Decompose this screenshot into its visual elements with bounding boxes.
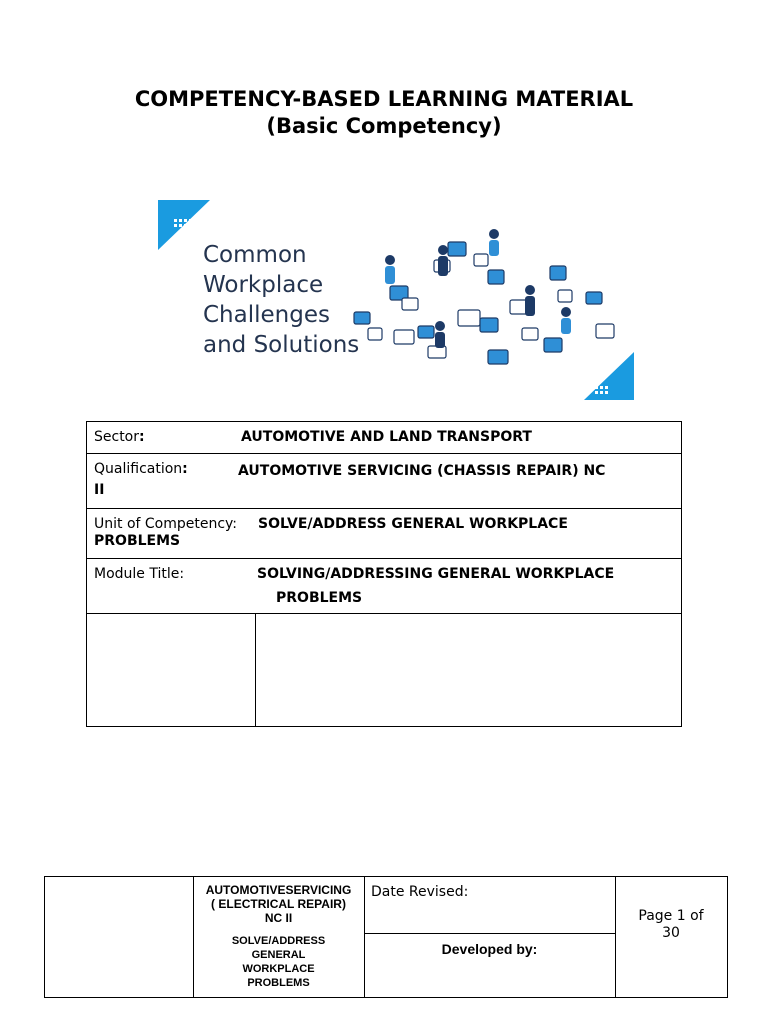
module-line-4: PROBLEMS (247, 977, 310, 989)
banner-line-2: Workplace (203, 272, 324, 298)
module-row (87, 559, 681, 614)
module-line-3: WORKPLACE (242, 963, 315, 975)
module-line-1: SOLVE/ADDRESS (231, 935, 326, 947)
page-number (615, 908, 727, 942)
footer-table (44, 876, 728, 998)
banner-image (158, 200, 636, 400)
qualification-label: Qualification: (94, 461, 188, 477)
sector-value: AUTOMOTIVE AND LAND TRANSPORT (241, 429, 532, 445)
program-line-3: NC II (264, 911, 293, 925)
title-line-1: COMPETENCY-BASED LEARNING MATERIAL (134, 87, 634, 111)
banner-line-1: Common (203, 242, 307, 268)
unit-label: Unit of Competency: (94, 516, 238, 532)
module-label: Module Title: (94, 566, 185, 582)
footer-revision-cell (364, 877, 616, 997)
module-value-line-2: PROBLEMS (276, 590, 363, 606)
revision-divider (364, 933, 615, 934)
footer-page-cell (615, 877, 727, 997)
column-divider (255, 614, 256, 726)
sector-label: Sector: (94, 429, 145, 445)
page-line-2: 30 (662, 925, 680, 941)
program-line-1: AUTOMOTIVESERVICING (205, 883, 352, 897)
footer-program (193, 883, 364, 925)
program-line-2: ( ELECTRICAL REPAIR) (211, 897, 346, 911)
qualification-value-line-2: II (94, 482, 105, 498)
module-value-line-1: SOLVING/ADDRESSING GENERAL WORKPLACE (257, 566, 615, 582)
module-line-2: GENERAL (251, 949, 306, 961)
unit-row (87, 509, 681, 559)
date-revised-label: Date Revised: (371, 884, 469, 900)
qualification-value-line-1: AUTOMOTIVE SERVICING (CHASSIS REPAIR) NC (238, 463, 606, 479)
banner-line-3: Challenges (203, 302, 330, 328)
footer-program-cell (193, 877, 365, 997)
developed-by-label: Developed by: (441, 941, 538, 957)
info-table (86, 421, 682, 727)
page-line-1: Page 1 of (638, 908, 704, 924)
banner-line-4: and Solutions (203, 332, 360, 358)
sector-row (87, 422, 681, 454)
qualification-row (87, 454, 681, 509)
unit-value-line-1: SOLVE/ADDRESS GENERAL WORKPLACE (258, 516, 568, 532)
document-title (0, 86, 768, 140)
footer-module (193, 934, 364, 990)
footer-logo-cell (45, 877, 194, 997)
banner-heading (203, 240, 359, 360)
title-line-2: (Basic Competency) (266, 114, 502, 138)
unit-value-line-2: PROBLEMS (94, 533, 181, 549)
empty-row (87, 614, 681, 726)
